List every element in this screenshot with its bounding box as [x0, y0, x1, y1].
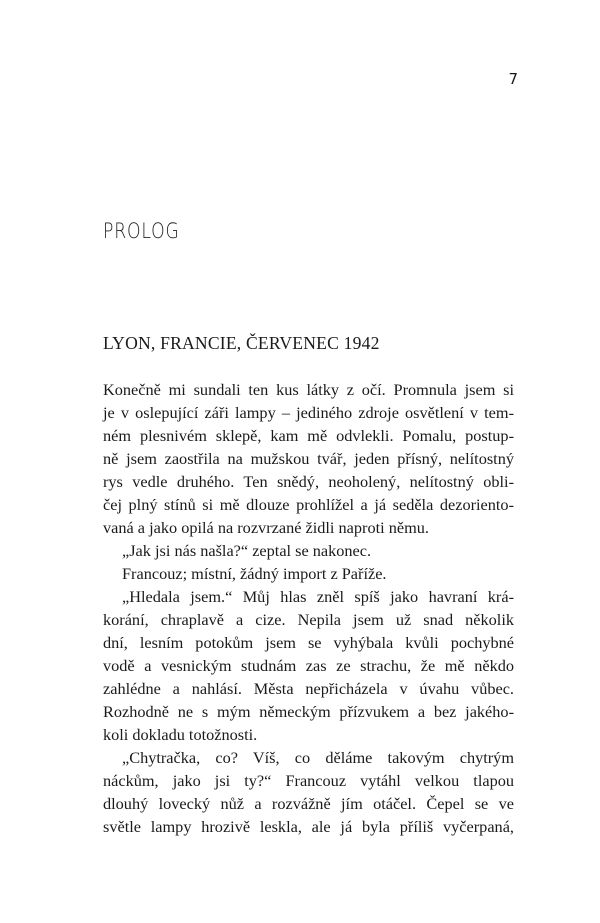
chapter-title: PROLOG [103, 219, 180, 243]
text-line: dlouhý lovecký nůž a rozvážně jím otáčel. Čepel se ve [103, 794, 514, 813]
text-line: Rozhodně ne s mým německým přízvukem a bez jakého- [103, 702, 514, 721]
text-line: Konečně mi sundali ten kus látky z očí. Promnula jsem si [103, 380, 514, 399]
text-line: čej plný stínů si mě dlouze prohlížel a já seděla dezoriento- [103, 495, 514, 514]
text-line: dní, lesním potokům jsem se vyhýbala kvůli pochybné [103, 633, 514, 652]
text-line: „Hledala jsem.“ Můj hlas zněl spíš jako havraní krá- [122, 587, 514, 606]
text-line: náckům, jako jsi ty?“ Francouz vytáhl velkou tlapou [103, 771, 514, 790]
text-line: korání, chraplavě a cize. Nepila jsem už snad několik [103, 610, 514, 629]
text-line: ném plesnivém sklepě, kam mě odvlekli. Pomalu, postup- [103, 426, 514, 445]
text-line: „Jak jsi nás našla?“ zeptal se nakonec. [122, 541, 372, 560]
text-line: „Chytračka, co? Víš, co děláme takovým chytrým [122, 748, 514, 767]
text-line: ně jsem zaostřila na mužskou tvář, jeden přísný, nelítostný [103, 449, 514, 468]
text-line: je v oslepující záři lampy – jediného zdroje osvětlení v tem- [103, 403, 514, 422]
text-line: koli dokladu totožnosti. [103, 725, 258, 744]
page-number: 7 [508, 70, 518, 88]
text-line: vodě a vesnickým studnám zas ze strachu, že mě někdo [103, 656, 514, 675]
text-line: Francouz; místní, žádný import z Paříže. [122, 564, 387, 583]
text-line: zahlédne a nahlásí. Města nepřicházela v úvahu vůbec. [103, 679, 514, 698]
text-line: vaná a jako opilá na rozvrzané židli naproti němu. [103, 518, 429, 537]
section-heading: LYON, FRANCIE, ČERVENEC 1942 [103, 333, 380, 353]
text-line: světle lampy hrozivě leskla, ale já byla příliš vyčerpaná, [103, 817, 514, 836]
body-text [103, 378, 514, 838]
text-line: rys vedle druhého. Ten snědý, neoholený, nelítostný obli- [103, 472, 514, 491]
